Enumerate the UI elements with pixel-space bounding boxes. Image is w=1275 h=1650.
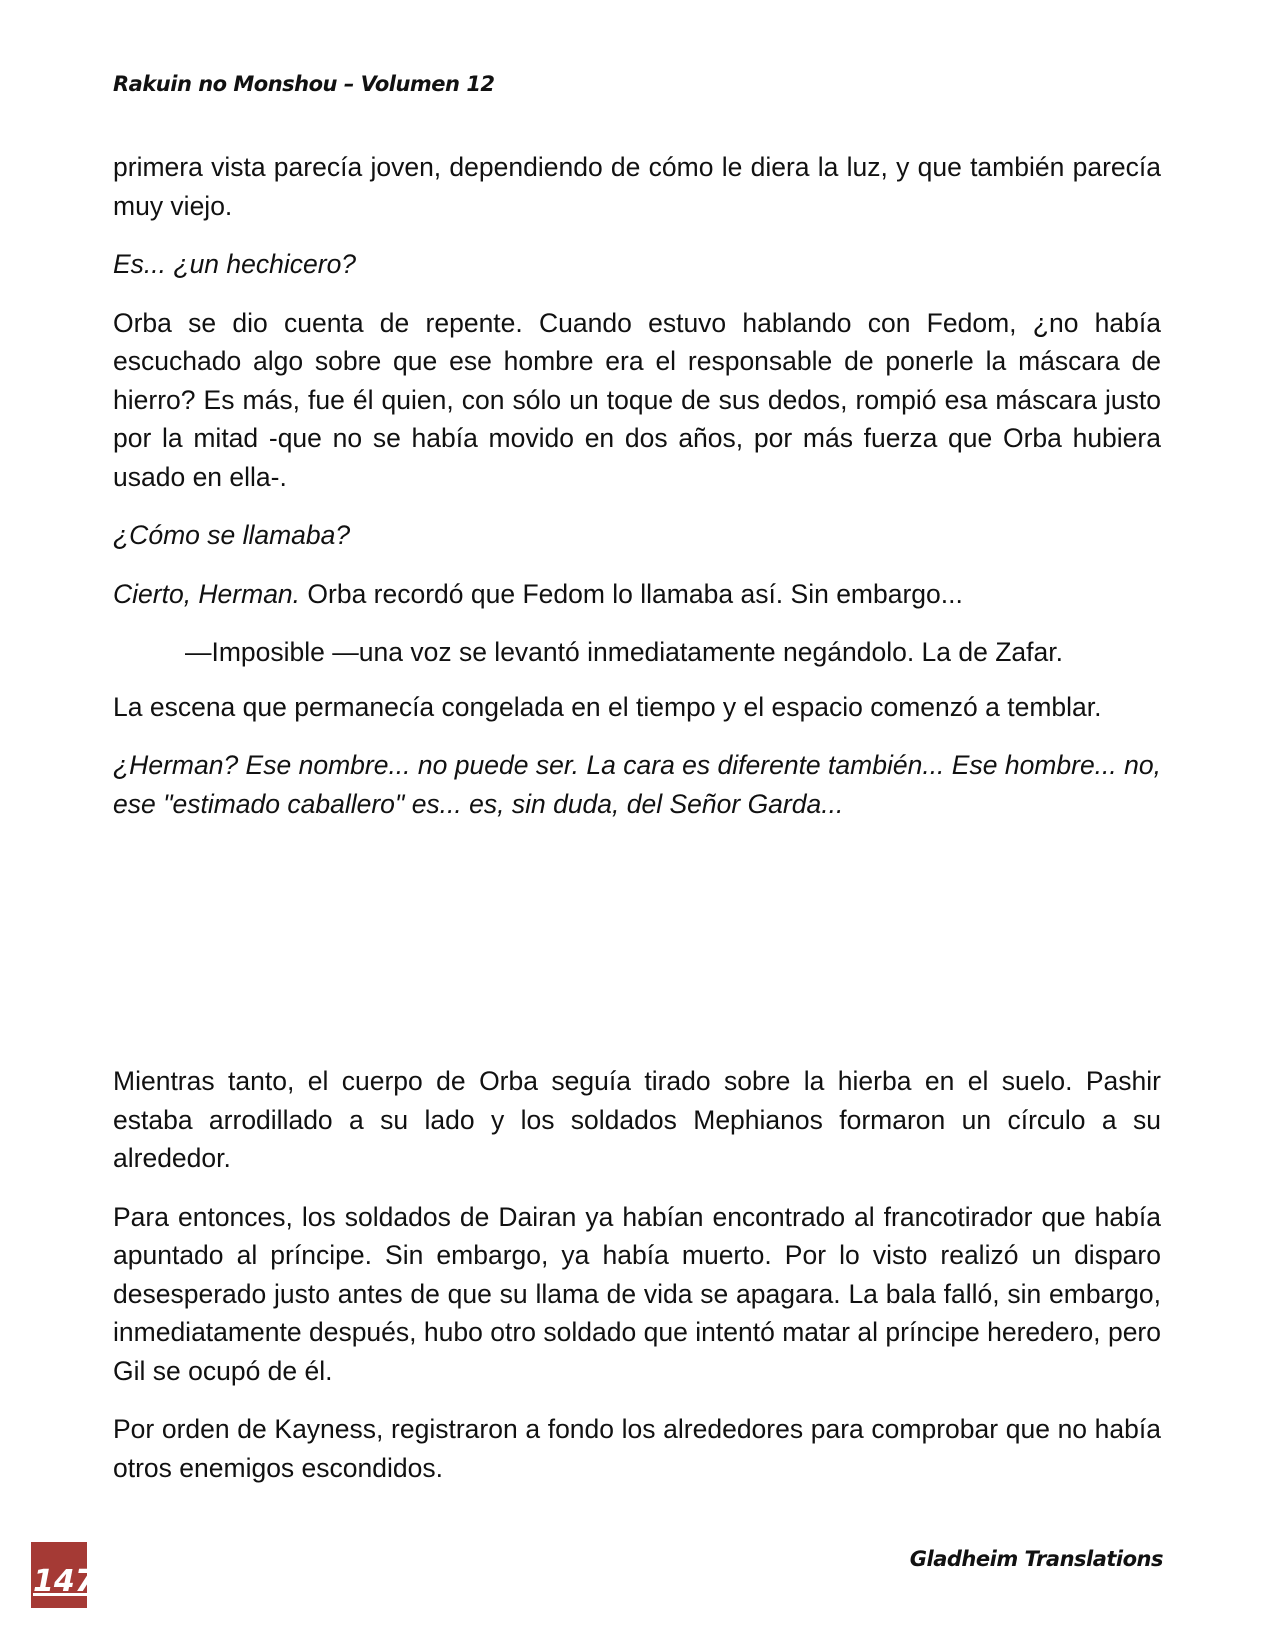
text-block-upper	[113, 148, 1161, 843]
paragraph: Por orden de Kayness, registraron a fondo los alrededores para comprobar que no había otros enemigos escondidos.	[113, 1414, 1161, 1483]
paragraph-text: Orba recordó que Fedom lo llamaba así. Sin embargo...	[300, 578, 963, 609]
paragraph: primera vista parecía joven, dependiendo de cómo le diera la luz, y que también parecía muy viejo.	[113, 152, 1161, 221]
paragraph: Para entonces, los soldados de Dairan ya habían encontrado al francotirador que había apuntado al príncipe. Sin embargo, ya había muerto. Por lo visto realizó un disparo desesperado justo antes de que su llama de vida se apagara. La bala falló, sin embargo, inmediatamente después, hubo otro soldado que intentó matar al príncipe heredero, pero Gil se ocupó de él.	[113, 1201, 1161, 1386]
italic-phrase: Cierto, Herman.	[113, 578, 301, 609]
paragraph-mixed	[113, 575, 1161, 614]
page-number: 147	[33, 1564, 96, 1599]
book-header-title: Rakuin no Monshou – Volumen 12	[113, 72, 495, 96]
dialogue-line: —Imposible —una voz se levantó inmediatamente negándolo. La de Zafar.	[185, 637, 1063, 667]
paragraph: La escena que permanecía congelada en el tiempo y el espacio comenzó a temblar.	[113, 691, 1102, 722]
italic-thought: ¿Herman? Ese nombre... no puede ser. La cara es diferente también... Ese hombre... no, ese "estimado caballero" es... es, sin duda, del Señor Garda...	[113, 750, 1161, 819]
paragraph: Orba se dio cuenta de repente. Cuando estuvo hablando con Fedom, ¿no había escuchado algo sobre que ese hombre era el responsable de ponerle la máscara de hierro? Es más, fue él quien, con sólo un toque de sus dedos, rompió esa máscara justo por la mitad -que no se había movido en dos años, por más fuerza que Orba hubiera usado en ella-.	[113, 307, 1161, 492]
italic-thought: Es... ¿un hechicero?	[113, 249, 357, 279]
footer-credit: Gladheim Translations	[909, 1547, 1163, 1571]
italic-thought: ¿Cómo se llamaba?	[113, 520, 351, 550]
paragraph: Mientras tanto, el cuerpo de Orba seguía tirado sobre la hierba en el suelo. Pashir estaba arrodillado a su lado y los soldados Mephianos formaron un círculo a su alrededor.	[113, 1066, 1161, 1173]
text-block-lower	[113, 1062, 1161, 1507]
